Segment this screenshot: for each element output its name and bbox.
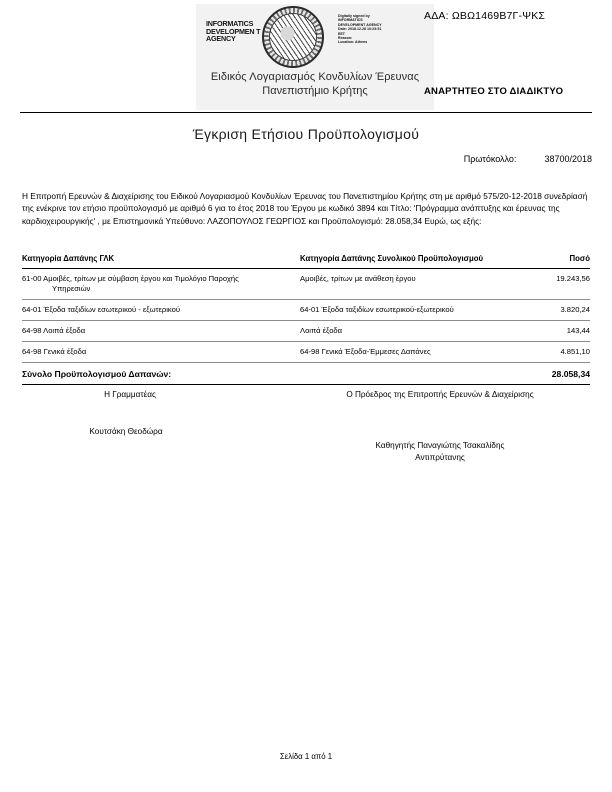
cell-amount: 3.820,24 — [515, 300, 590, 321]
cell-total-category: Λοιπά έξοδα — [300, 321, 515, 342]
signature-left-name: Κουτσάκη Θεοδώρα — [89, 427, 163, 436]
body-paragraph: Η Επιτροπή Ερευνών & Διαχείρισης του Ειδικού Λογαριασμού Κονδυλίων Έρευνας του Πανεπιστημίου Κρήτης στη με αριθμό 575/20-12-2018 συνεδρίασή της ενέκρινε τον ετήσιο προϋπολογισμό με αριθμό 6 για το έτος 2018 του Έργου με κωδικό 3894 και Τίτλο: 'Πρόγραμμα ανάπτυξης και έρευνας της καρδιοχειρουργικής' , με Επιστημονικά Υπεύθυνο: ΛΑΖΟΠΟΥΛΟΣ ΓΕΩΡΓΙΟΣ και Προϋπολογισμό: 28.058,34 Ευρώ, ως εξής: — [22, 191, 588, 226]
signature-right-title: Ο Πρόεδρος της Επιτροπής Ερευνών & Διαχείρισης — [346, 390, 534, 399]
elke-logo-block — [196, 4, 434, 110]
stamp-line-6: Reason: — [338, 36, 353, 41]
glk-desc-cont: Υπηρεσιών — [52, 284, 91, 293]
stamp-line-5: EET — [338, 31, 345, 36]
signature-left-title: Η Γραμματέας — [104, 390, 156, 399]
table-total-row — [22, 363, 590, 385]
signature-right-name — [340, 440, 540, 463]
column-header-amount: Ποσό — [515, 252, 590, 269]
glk-line-1 — [22, 274, 300, 284]
glk-desc: Αμοιβές, τρίτων με σύμβαση έργου και Τιμολόγιο Παροχής — [43, 274, 239, 283]
page-footer: Σελίδα 1 από 1 — [279, 752, 333, 761]
signature-right-name-line2: Αντιπρύτανης — [415, 452, 465, 462]
table-row — [22, 321, 590, 342]
glk-code: 64-98 — [22, 347, 42, 356]
cell-glk-category — [22, 321, 300, 342]
page-title: Έγκριση Ετήσιου Προϋπολογισμού — [192, 126, 420, 142]
protocol-value: 38700/2018 — [544, 154, 592, 164]
glk-code: 61-00 — [22, 274, 42, 283]
glk-line-1 — [22, 305, 300, 315]
digital-signature-stamp — [338, 14, 410, 45]
glk-line-1 — [22, 326, 300, 336]
protocol-line — [0, 154, 592, 164]
glk-desc: Λοιπά έξοδα — [43, 326, 86, 335]
stamp-line-7: Location: Athens — [338, 40, 368, 45]
cell-total-category: 64-01 Έξοδα ταξιδίων εσωτερικού-εξωτερικού — [300, 300, 515, 321]
organization-name-line2: Πανεπιστήμιο Κρήτης — [262, 85, 368, 97]
cell-total-category: 64-98 Γενικά Έξοδα-Έμμεσες Δαπάνες — [300, 342, 515, 363]
table-row — [22, 269, 590, 300]
publication-notice: ΑΝΑΡΤΗΤΕΟ ΣΤΟ ΔΙΑΔΙΚΤΥΟ — [424, 86, 564, 97]
budget-table — [22, 252, 590, 385]
total-spacer — [300, 363, 515, 385]
document-header — [0, 0, 612, 112]
glk-code: 64-98 — [22, 326, 42, 335]
seal-row — [196, 4, 434, 70]
protocol-label: Πρωτόκολλο: — [463, 154, 517, 164]
cell-glk-category — [22, 269, 300, 300]
total-amount: 28.058,34 — [515, 363, 590, 385]
glk-line-1 — [22, 347, 300, 357]
glk-code: 64-01 — [22, 305, 42, 314]
organization-name-line1: Ειδικός Λογαριασμός Κονδυλίων Έρευνας — [210, 71, 420, 83]
cell-amount: 4.851,10 — [515, 342, 590, 363]
stamp-line-3: DEVELOPMENT AGENCY — [338, 22, 382, 27]
diavgeia-seal-text: INFORMATICS DEVELOPMEN T AGENCY — [206, 19, 261, 44]
cell-amount: 143,44 — [515, 321, 590, 342]
ada-number: ΑΔΑ: ΩΒΩ1469Β7Γ-ΨΚΣ — [424, 10, 546, 22]
cell-amount: 19.243,56 — [515, 269, 590, 300]
cell-glk-category — [22, 342, 300, 363]
table-header-row — [22, 252, 590, 269]
column-header-total-budget: Κατηγορία Δαπάνης Συνολικού Προϋπολογισμού — [300, 252, 515, 269]
glk-desc: Έξοδα ταξιδίων εσωτερικού - εξωτερικού — [43, 305, 180, 314]
signature-right-name-line1: Καθηγητής Παναγιώτης Τσακαλίδης — [375, 441, 505, 450]
column-header-glk: Κατηγορία Δαπάνης ΓΛΚ — [22, 252, 300, 269]
glk-desc: Γενικά έξοδα — [43, 347, 87, 356]
header-divider — [20, 112, 592, 113]
cell-total-category: Αμοιβές, τρίτων με ανάθεση έργου — [300, 269, 515, 300]
table-row — [22, 300, 590, 321]
cell-glk-category — [22, 300, 300, 321]
stamp-line-2: INFORMATICS — [338, 18, 363, 23]
table-row — [22, 342, 590, 363]
total-label: Σύνολο Προϋπολογισμού Δαπανών: — [22, 363, 300, 385]
stamp-line-1: Digitally signed by — [338, 14, 370, 18]
stamp-line-4: Date: 2018.12.28 10:23:51 — [338, 27, 382, 32]
